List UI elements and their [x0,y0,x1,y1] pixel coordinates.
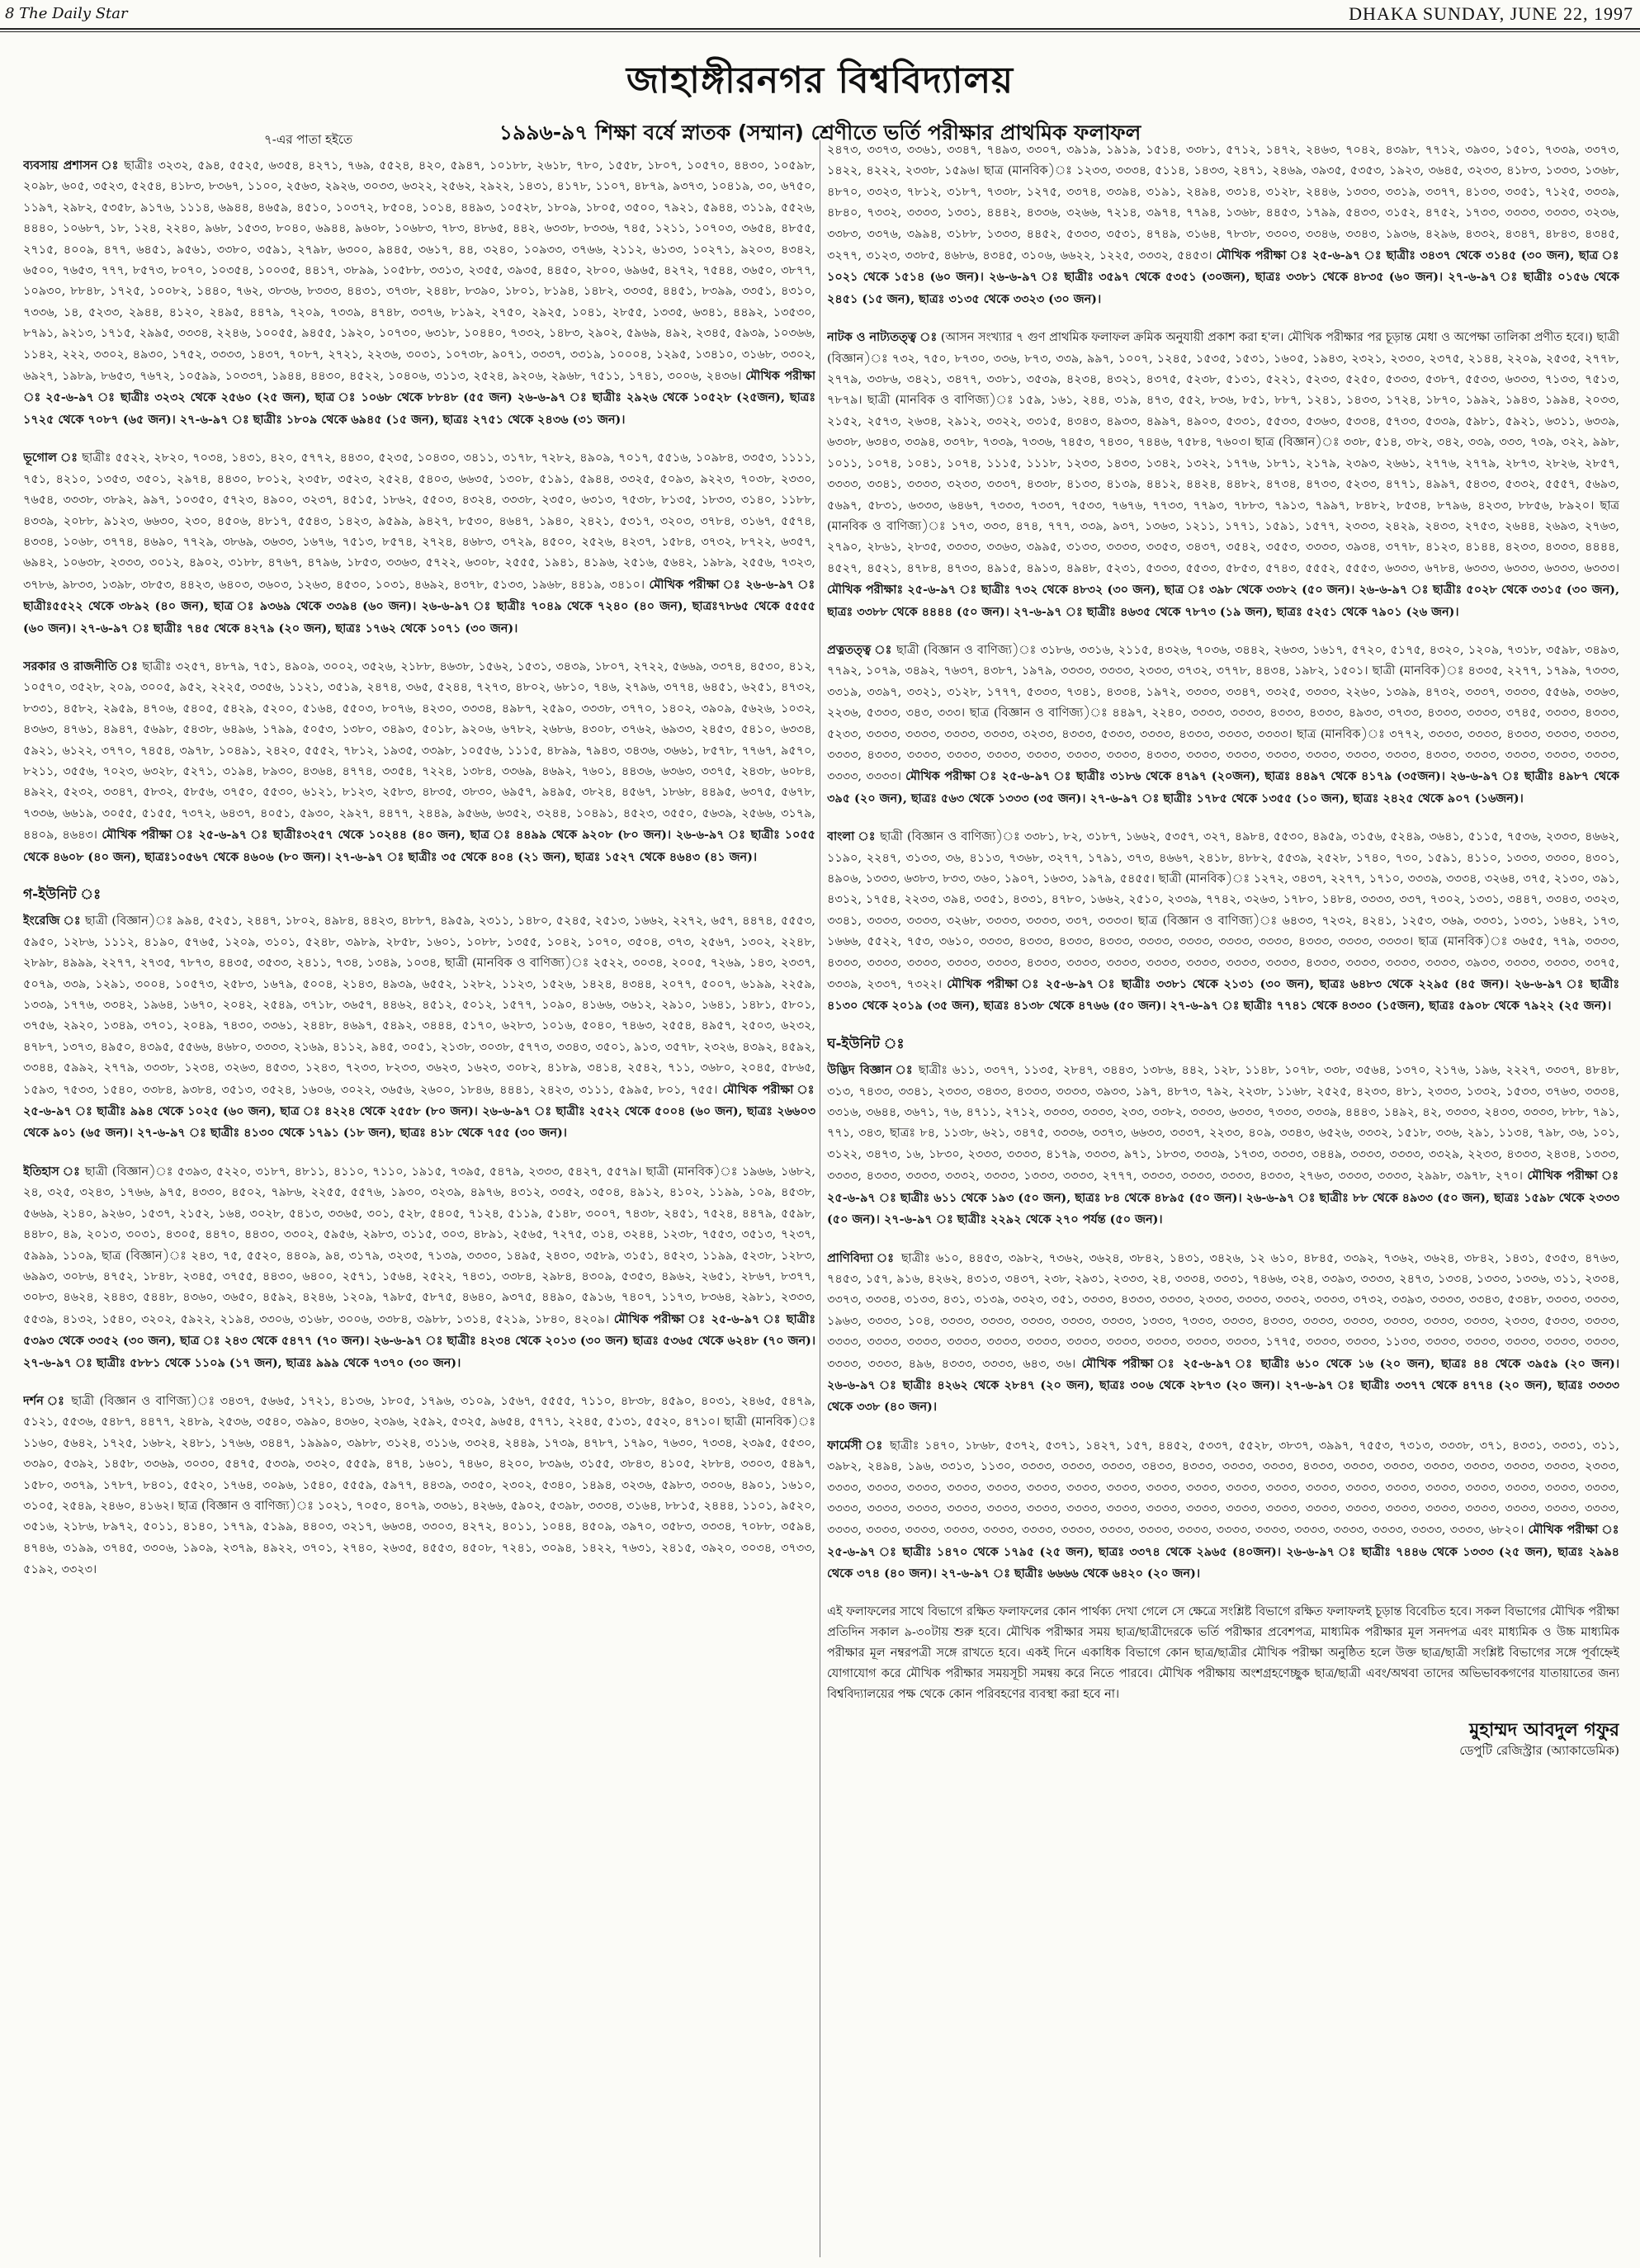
roll-number-list: ছাত্রীঃ ৬১১, ৩৩৭৭, ১১৩৫, ২৮৪৭, ৩৪৪৩, ১৩৮৬, ৪৪২, ১২৮, ১১৪৮, ১০৭৮, ৩৩৮, ৩৫৬৪, ১৩৭০, ২১৭৬, ১৯৬, ২২২৭, ৩৩৩৭, ৪৮৪৮, ৩১৩, ৭৪৩৩, ৩৩৪১, ২৩৩৩, ৩৪৩৩, ৪৩৩৩, ৩৩৩৩, ৩৯৩৩, ১৯৭, ৪৮৭৩, ৭৯২, ২২৩৮, ১১৬৮, ২৫২৫, ৪২৩৩, ৪৮১, ২৩৩৩, ১৩৩২, ১৫৩৩, ৩৭৬৩, ৩৩৩৪, ৩৩১৬, ৩৬৪৪, ৩৬৭১, ৭৬, ৪৭১১, ২৭১২, ৩৩৩৩, ৩৩৩৩, ২৩৩, ৩৩৮২, ৩৩৩৩, ৬৩৩৩, ৭৩৩৩, ৩৩৩৯, ৪৪৪৩, ১৪৯২, ৪২, ৩৩৩৩, ২৪৩৩, ৩৩৩৩, ৮৮৮, ৭৯১, ৭৭১, ৩৪৩, ছাত্রঃ ৮৪, ১১৩৮, ৬২১, ৩৪৭৫, ৩৩৩৬, ৩৩৭৩, ৬৬৩৩, ৩৩৩৭, ২২৩৩, ৪০৯, ৩৩৪৩, ৬৫২৬, ৩৩৩২, ১৫১৮, ৩৩৬, ২৯১, ১১৩৪, ৭৯৮, ৩৬, ১০১, ৩১২২, ৩৪৭৩, ১৬, ১৮৩০, ২৩৩৩, ৩৩৩৩, ৪১৭৯, ৩৩৩৩, ৯৭১, ১৮৩৩, ৩৩৩৯, ১৭৩৩, ৩৩৩৩, ৩৪৪৯, ৩৩৩৩, ৩৩৩৩, ৩৩২৯, ২২৩৩, ৪৩৩৩, ২৪৩৪, ১৩৩৩, ৩৩৩৩, ৪৩৩৩, ৩৩৩৩, ৩৩৩২, ৩৩৩৩, ১৩৩৩, ৩৩৩৩, ২৭৭৭, ৩৩৩৩, ৩৩৩৩, ৩৩৩৩, ৪৩৩৩, ২৭৬৩, ৩৩৩৩, ৩৩৩৩, ২৯৯৮, ৩৯৭৮, ২৭০। [827,1064,1619,1184]
viva-schedule: মৌখিক পরীক্ষা ঃ ২৫-৬-৯৭ ঃ ছাত্রীঃ ১৪৭০ থেকে ১৭৯৫ (২৫ জন), ছাত্রঃ ৩৩৭৪ থেকে ২৯৬৫ (৪০জন)। ২৬-৬-৯৭ ঃ ছাত্রীঃ ৭৪৪৬ থেকে ১৩৩৩ (২৫ জন), ছাত্রঃ ২৯৯৪ থেকে ৩৭৪ (৪০ জন)। ২৭-৬-৯৭ ঃ ছাত্রীঃ ৬৬৬৬ থেকে ৬৪২০ (২০ জন)। [827,1523,1619,1581]
department-section [23,155,815,431]
result-title: ১৯৯৬-৯৭ শিক্ষা বর্ষে স্নাতক (সম্মান) শ্রেণীতে ভর্তি পরীক্ষার প্রাথমিক ফলাফল [499,120,1141,144]
roll-number-list: ছাত্রী (বিজ্ঞান ও বাণিজ্য)ঃ ৩১৮৬, ৩৩১৬, ২১১৫, ৪৩২৬, ৭০৩৬, ৩৪৪২, ২৬৩৩, ১৬১৭, ৫৭২০, ৫১৭৫, ৪৩২০, ১২০৯, ৭৩১৮, ৩৫৯৮, ৩৪৯৩, ৭৭৯২, ১০৭৯, ৩৪৯২, ৭৬৩৭, ৪৩৮৭, ১৯৭৯, ৩৩৩৩, ৩৩৩৩, ২৩৩৩, ৩৭৩২, ৩৭৭৮, ৪৪৩৪, ১৯৮২, ১৫০১। ছাত্রী (মানবিক)ঃ ৪৩৩৫, ২২৭৭, ১৭৯৯, ৭৩৩৩, ৩৩১৯, ৩৩৯৭, ৩৩২১, ৩১২৮, ১৭৭৭, ৫৩৩৩, ৭৩৪১, ৪৩৩৪, ১৯৭২, ৩৩৩৩, ৩৩৪৭, ৩৩২৫, ৩৩৩৩, ২২৬০, ১৩৯৯, ৪৭৩২, ৩৩৩৭, ৩৩৩৩, ৫৫৬৯, ৩৩৬৩, ২২৩৬, ৫৩৩৩, ৩৪৩, ৩৩৩। ছাত্র (বিজ্ঞান ও বাণিজ্য)ঃ ৪৪৯৭, ২২৪০, ৩৩৩৩, ৩৩৩৩, ৪৩৩৩, ৪৩৩৩, ৪৯৩৩, ৩৭৩৩, ৪৩৩৩, ৩৩৩৩, ৩৭৪৫, ৩৩৩৩, ৪৩৩৩, ৫২৩৩, ৩৩৩৩, ৩৩৩৩, ৩৩৩৩, ৩৩৩৩, ৩২৩৩, ৪৩৩৩, ৫৩৩৩, ৩৩৩৩, ৪৩৩৩, ৩৩৩৩, ৩৩৩৩। ছাত্র (মানবিক)ঃ ৩৭৭২, ৩৩৩৩, ৩৩৩৩, ৪৩৩৩, ৩৩৩৩, ৩৩৩৩, ৩৩৩৩, ৪৩৩৩, ৩৩৩৩, ৩৩৩৩, ৩৩৩৩, ৩৩৩৩, ৩৩৩৩, ৩৩৩৩, ৪৩৩৩, ৩৩৩৩, ৩৩৩৩, ৩৩৩৩, ৩৩৩৩, ৩৩৩৩, ৩৩৩৩, ৪৩৩৩, ৩৩৩৩, ৩৩৩৩, ৩৩৩৩, ৩৩৩৩, ৩৩৩৩, ৩৩৩৩। [827,643,1619,784]
department-heading: দর্শন ঃ [23,1393,66,1408]
viva-schedule: মৌখিক পরীক্ষা ঃ ২৫-৬-৯৭ ঃ ছাত্রীঃ ৩৪৩৭ থেকে ৩১৪৫ (৩০ জন), ছাত্র ঃ ১০২১ থেকে ১৫১৪ (৬০ জন)। ২৬-৬-৯৭ ঃ ছাত্রীঃ ৩৫৯৭ থেকে ৫৩৫১ (৩০জন), ছাত্রঃ ৩৩৮১ থেকে ৪৮৩৫ (৬০ জন)। ২৭-৬-৯৭ ঃ ছাত্রীঃ ০১৫৬ থেকে ২৪৫১ (১৫ জন), ছাত্রঃ ৩১৩৫ থেকে ৩৩২৩ (৩০ জন)। [827,248,1619,306]
signatory-designation: ডেপুটি রেজিস্ট্রার (অ্যাকাডেমিক) [1459,1743,1619,1758]
result-section [827,140,1619,310]
roll-number-list: ছাত্রীঃ ৬১০, ৪৪৫৩, ৩৯৮২, ৭৩৬২, ৩৬২৪, ৩৮৪২, ১৪৩১, ৩৪২৬, ১২ ৬১০, ৪৮৪৫, ৩৩৯২, ৭৩৬২, ৩৬২৪, ৩৮৪২, ১৪৩১, ৫৩৫৩, ৪৭৬৩, ৭৪৫৩, ১৫৭, ৯১৬, ৪২৬২, ৪৩১৩, ৩৪৩৭, ২৩৮, ২৯৩১, ২৩৩৩, ২৪, ৩৩৩৪, ৩৩৩১, ৭৪৬৬, ৩২৪, ৩৩৯৩, ৩৩৩৩, ২৪৭৩, ১৩৩৪, ১৩৩৩, ১৩৩৬, ৩১১, ২৩৩৪, ৩৩৭৩, ৩৩৩৪, ৩১৩৩, ৪৩১, ৩১৩৯, ৩৩২৩, ৩৫১, ৩৩৩৩, ৪৩৩৩, ৩৩৩৩, ২৩৩৩, ৩৩৩৩, ৩৩৩২, ৩৩৩৩, ৩৭৩২, ৩৩৯৩, ৩৩৩৩, ৩৩৪৩, ৫৩৪৮, ৩৩৩৩, ৩৩৩৩, ১৯৬৩, ৩৩৩৩, ১০৪, ৩৩৩৩, ৩৩৩৩, ৩৩৩৩, ৩৩৩৩, ৩৩৩৩, ১৩৩৩, ৭৩৩৩, ৩৩৩৩, ৪৩৩৩, ৩৩৩৩, ৩৩৩৩, ৩৩৩৩, ৩৩৩৩, ৩৩৩৩, ২৩৩৩, ৫৩৩৩, ৩৩৩৩, ৩৩৩৩, ৩৩৩৩, ৩৩৩৩, ৩৩৩৩, ৩৩৩৩, ৩৩৩৩, ৩৩৩৩, ৩৩৩৩, ৩৩৩৩, ৩৩৩৩, ৩৩৩৩, ১৭৭৫, ৩৩৩৩, ৩৩৩৩, ১১৩৩, ৩৩৩৩, ৩৩৩৩, ৩৩৩৩, ৩৩৩৩, ৩৩৩৩, ৩৩৩৩, ৩৩৩৩, ৪৯৬, ৪৩৩৩, ৩৩৩৩, ৬৪৩, ৩৬। [827,1251,1619,1371]
department-section [23,447,815,640]
department-heading: ব্যবসায় প্রশাসন ঃ [23,158,120,172]
left-column [23,155,815,2268]
top-rule [0,28,1640,30]
viva-schedule: মৌখিক পরীক্ষা ঃ ২৫-৬-৯৭ ঃ ছাত্রীঃ৩২৫৭ থেকে ১০২৪৪ (৪০ জন), ছাত্র ঃ ৪৪৯৯ থেকে ৯২০৮ (৮০ জন)। ২৬-৬-৯৭ ঃ ছাত্রীঃ ১০৫৫ থেকে ৪৬০৮ (৪০ জন), ছাত্রঃ১০৫৬৭ থেকে ৪৬০৬ (৮০ জন)। ২৭-৬-৯৭ ঃ ছাত্রীঃ ৩৫ থেকে ৪০৪ (২১ জন), ছাত্রঃ ১৫২৭ থেকে ৪৬৪৩ (৪১ জন)। [23,828,815,864]
viva-schedule: মৌখিক পরীক্ষা ঃ ২৫-৬-৯৭ ঃ ছাত্রীঃ ৬১১ থেকে ১৯৩ (৫০ জন), ছাত্রঃ ৮৪ থেকে ৪৮৯৫ (৫০ জন)। ২৬-৬-৯৭ ঃ ছাত্রীঃ ৮৮ থেকে ৪৯৩৩ (৫০ জন), ছাত্রঃ ১৫৯৮ থেকে ২৩৩৩ (৫০ জন)। ২৭-৬-৯৭ ঃ ছাত্রীঃ ২২৯২ থেকে ২৭০ পর্যন্ত (৫০ জন)। [827,1169,1619,1227]
department-heading: ইতিহাস ঃ [23,1164,81,1179]
department-heading: ফার্মেসী ঃ [827,1438,885,1453]
viva-schedule: মৌখিক পরীক্ষা ঃ ২৫-৬-৯৭ ঃ ছাত্রীঃ ৩১৮৬ থেকে ৪৭৯৭ (২০জন), ছাত্রঃ ৪৪৯৭ থেকে ৪১৭৯ (৩৫জন)। ২৬-৬-৯৭ ঃ ছাত্রীঃ ৪৯৮৭ থেকে ৩৯৫ (২০ জন), ছাত্রঃ ৫৬৩ থেকে ১৩৩৩ (৩৫ জন)। ২৭-৬-৯৭ ঃ ছাত্রীঃ ১৭৮৫ থেকে ১৩৫৫ (১০ জন), ছাত্রঃ ২৪২৫ থেকে ৯০৭ (১৬জন)। [827,769,1619,806]
department-section [23,1161,815,1374]
department-heading: প্রত্নতত্ত্ব ঃ [827,642,892,657]
right-column [827,140,1619,2253]
notice-text: এই ফলাফলের সাথে বিভাগে রক্ষিত ফলাফলের কোন পার্থক্য দেখা গেলে সে ক্ষেত্রে সংশ্লিষ্ট বিভাগে রক্ষিত ফলাফলই চূড়ান্ত বিবেচিত হবে। সকল বিভাগের মৌখিক পরীক্ষা প্রতিদিন সকাল ৯-৩০টায় শুরু হবে। মৌখিক পরীক্ষার সময় ছাত্র/ছাত্রীদেরকে ভর্তি পরীক্ষার প্রবেশপত্র, মাধ্যমিক পরীক্ষার মূল সনদপত্র এবং মাধ্যমিক ও উচ্চ মাধ্যমিক পরীক্ষার মূল নম্বরপত্রী সঙ্গে রাখতে হবে। একই দিনে একাধিক বিভাগে কোন ছাত্র/ছাত্রীর মৌখিক পরীক্ষা অনুষ্ঠিত হলে উক্ত ছাত্র/ছাত্রী সংশ্লিষ্ট বিভাগের সঙ্গে পূর্বাহ্নেই যোগাযোগ করে মৌখিক পরীক্ষার সময়সূচী সমন্বয় করে নিতে পারবে। মৌখিক পরীক্ষায় অংশগ্রহণেচ্ছুক ছাত্র/ছাত্রী এবং/অথবা তাদের অভিভাবকগণের যাতায়াতের জন্য বিশ্ববিদ্যালয়ের পক্ষ থেকে কোন পরিবহণের ব্যবস্থা করা হবে না। [827,1604,1619,1701]
department-section [23,1391,815,1581]
roll-number-list: ছাত্রীঃ ১৪৭০, ১৮৬৮, ৫৩৭২, ৫৩৭১, ১৪২৭, ১৫৭, ৪৪৫২, ৫৩৩৭, ৫৫২৮, ৩৮৩৭, ৩৯৯৭, ৭৫৫৩, ৭৩১৩, ৩৩৩৮, ৩৭১, ৪৩৩১, ৩৩৩১, ৩১১, ৩৯৮২, ২৪৯৪, ১৯৬, ৩৩১৩, ১১৩০, ৩৩৩৩, ৩৩৩৩, ৩৩৩৩, ৩৪৩৩, ৪৩৩৩, ৩৩৩৩, ৩৩৩৩, ৪৩৩৩, ৩৩৩৩, ৩৩৩৩, ৩৩৩৩, ৩৩৩৩, ৩৩৩৩, ৩৩৩৩, ২৩৩৩, ৩৩৩৩, ৩৩৩৩, ৩৩৩৩, ৩৩৩৩, ৩৩৩৩, ৩৩৩৩, ৩৩৩৩, ৩৩৩৩, ৩৩৩৩, ৩৩৩৩, ৩৩৩৩, ৩৩৩৩, ৩৩৩৩, ৩৩৩৩, ৩৩৩৩, ৩৩৩৩, ৩৩৩৩, ৩৩৩৩, ৩৩৩৩, ৩৩৩৩, ৩৩৩৩, ৩৩৩৩, ৩৩৩৩, ৩৩৩৩, ৩৩৩৩, ৩৩৩৩, ৩৩৩৩, ৩৩৩৩, ৩৩৩৩, ৩৩৩৩, ৩৩৩৩, ৩৩৩৩, ৩৩৩৩, ৩৩৩৩, ৩৩৩৩, ৩৩৩৩, ৩৩৩৩, ৩৩৩৩, ৩৩৩৩, ৩৩৩৩, ৩৩৩৩, ৩৩৩৩, ৩৩৩৩, ৩৩৩৩, ৩৩৩৩, ৩৩৩৩, ৩৩৩৩, ৩৩৩৩, ৩৩৩৩, ৩৩৩৩, ৩৩৩৩, ৩৩৩৩, ৩৩৩৩, ৩৩৩৩, ৩৩৩৩, ৩৩৩৩, ৩৩৩৩, ৬৮২০। [827,1439,1619,1538]
dateline: DHAKA SUNDAY, JUNE 22, 1997 [1349,3,1633,24]
roll-number-list: ছাত্রী (বিজ্ঞান ও বাণিজ্য)ঃ ৩৩৮১, ৮২, ৩১৮৭, ১৬৬২, ৫৩৫৭, ৩২৭, ৪৯৮৪, ৫৫৩০, ৪৯৫৯, ৩১৫৬, ৫২৪৯, ৩৬৪১, ৫১১৫, ৭৫৩৬, ২৩৩৩, ৪৬৬২, ১১৯০, ২২৪৭, ৩১৩৩, ৩৬, ৪১১৩, ৭৩৬৮, ৩২৭৭, ১৭৯১, ৩৭৩, ৪৬৬৭, ২৪১৮, ৪৮৮২, ৫৫৩৯, ২৫২৮, ১৭৪০, ৭৩০, ১৫৯১, ৪১১০, ১৩৩৩, ৩৩৩০, ৪৩০১, ৪৯০৬, ১৩৩৩, ৬৩৮৩, ৮৩৩, ৩৬০, ১৯০৭, ১৬৩৩, ১৯৭৯, ৫৪৫৫। ছাত্রী (মানবিক)ঃ ১২৭২, ৩৪৩৭, ২২৭৭, ১৭১০, ৩৩৩৯, ৩৩৩৪, ৩২৬৪, ৩৭৫, ২১৩০, ৩৯১, ৪৩১২, ১৭৫৪, ২২৩৩, ৩৯৪, ৩৩৫১, ৪৩৩১, ৪৭৮০, ১৬৬২, ২৫১০, ২৩৩৯, ৭৭৪২, ৩২৬৩, ১৭৮০, ১৪৮৪, ৩৩৩৩, ৩৩৭, ৭৩০২, ১৩৩১, ৩৪৪৭, ৩৩৪৩, ৩৩২৩, ৩৩৪১, ৩৩৩৩, ৩৩৩৩, ৩২৬৮, ৩৩৩৩, ৩৩৩৩, ৩৩৭, ৩৩৩৩। ছাত্র (বিজ্ঞান ও বাণিজ্য)ঃ ৬৪৩৩, ৭২৩২, ৪২৪১, ১২৫৩, ৩৬৯, ৩৩৩১, ১৩৩১, ১৬৪২, ১৭৩, ১৬৬৬, ৫৫২২, ৭৫৩, ৩৬১০, ৩৩৩৩, ৪৩৩৩, ৪৩৩৩, ৪৩৩৩, ৩৩৩৩, ৩৩৩৩, ৩৩৩৩, ৩৩৩৩, ৪৩৩৩, ৩৩৩৩, ৩৩৩৩। ছাত্র (মানবিক)ঃ ৩৬৫৫, ৭৭৯, ৩৩৩৩, ৪৩৩৩, ৩৩৩৩, ৩৩৩৩, ৩৩৩৩, ৩৩৩৩, ৪৩৩৩, ৩৩৩৩, ৩৩৩৩, ৩৩৩৩, ৩৩৩৩, ৩৩৩৩, ৩৩৩৩, ৪৩৩৩, ৩৩৩৩, ৩৩৩৩, ৩৩৩৩, ৩৯৩৩, ৩৩৩৩, ৩৩৩৩, ৩৩৭৫, ৩৩৩৯, ২৩৩৭, ৭৩২২। [827,830,1619,992]
advertisement-header [0,53,1640,152]
section-body: ২৪৭৩, ৩৩৭৩, ৩৩৬১, ৩৩৪৭, ৭৪৯৩, ৩৩০৭, ৩৯১৯, ১৯১৯, ১৫১৪, ৩৩৮১, ৫৭১২, ১৪৭২, ২৪৬৩, ৭০৪২, ৪৩৯৮, ৭৭১২, ৩৯৩০, ১৫০১, ৭৩৩৯, ৩৩৭৩, ১৪২২, ৪২২২, ২৩৩৮, ১৫৯৬। ছাত্র (মানবিক)ঃ ১২৩৩, ৩৩৩৪, ৫১১৪, ১৪৩৩, ২৪৭১, ২৪৬৯, ৩৯৩৫, ৫৩৫৩, ১৯২৩, ৩৬৪৫, ৩২৩৩, ৪১৮৩, ১৩৩৩, ১৩৬৮, ৪৮৭০, ৩৩২৩, ৭৮১২, ৩১৮৭, ৭৩৩৮, ১২৭৫, ৩৩৭৪, ৩৩৯৪, ৩১৯১, ২৪৯৪, ৩৩১৪, ৩১২৮, ২৪৪৬, ১৩৩৩, ৩৩১৯, ৩৩৭৭, ৪১৩৩, ৩৩৫১, ৭১২৫, ৩৩৩৯, ৪৮৪০, ৭৩৩২, ৩৩৩৩, ১৩৩১, ৪৪৪২, ৪৩৩৬, ৩২৬৬, ৭২১৪, ৩৯৭৪, ৭৭৯৪, ১৩৬৮, ৪৪৫৩, ১৭৯৯, ৫৪৩৩, ৩১৫২, ৪৭৫২, ১৭৩৩, ৩৩৩৩, ৩৩৩৩, ৩২৩৬, ৩৩৮৩, ৩৩৭৬, ৩৯৯৪, ৩১৮৮, ১৩৩৩, ৪৪৫২, ৫৩৩৩, ৩৫৩১, ৪৭৪৯, ৩১৬৪, ৭৮৩৮, ৩৩০৩, ৩৩৪৬, ৩৩৪৩, ১৯৩৬, ৪২৯৬, ৪৩৩২, ৪৩৪৭, ৪৮৪৩, ৪৩৪৫, ৩২৭৭, ৩১২৩, ৩৩৮৫, ৪৬৮৬, ৪৩৪৫, ৩১০৬, ৬৬২২, ১২২৫, ৩৩৩২, ৫৪৫৩। [827,144,1619,263]
department-heading: ভূগোল ঃ [23,451,78,465]
roll-number-list: ছাত্রী (বিজ্ঞান ও বাণিজ্য)ঃ ৩৪৩৭, ৫৬৬৫, ১৭২১, ৪১৩৬, ১৮০৫, ১৭৯৬, ৩১০৯, ১৫৬৭, ৫৫৫৫, ৭১১০, ৪৮৩৮, ৪৫৯০, ৪০৩১, ২৪৬৫, ৫৪৭৯, ৫১২১, ৫৫৩৬, ৫৪৮৭, ৪৪৭৭, ২৪৮৯, ২৫৩৬, ৩৫৪০, ৩৯৯০, ৪৩৬০, ২৩৯৬, ২৫৯২, ৫৩২৫, ৯৬৫৪, ৫৭৭১, ২২৪৫, ৫১৩১, ৫৫২০, ৪৭১০। ছাত্রী (মানবিক)ঃ ১১৬০, ৫৬৪২, ১৭২৫, ১৬৮২, ২৪৮১, ১৭৬৬, ৩৪৪৭, ১৯৯৯০, ৩৯৮৮, ৩১২৪, ৩১১৬, ৩৩২৪, ২৪৪৯, ১৭৩৯, ৪৭৮৭, ১৭৯০, ৭৬৩০, ৭৩৩৪, ২৩৯৫, ৫৫৩০, ৩৩৯০, ৫৩৯২, ১৪৫৮, ৩৩৬৯, ৩০৩০, ৫৪৭৫, ৫৩৩৯, ৩৩২০, ৫৫৫৯, ৪৭৪, ১৬০১, ৭৪৬০, ৪২০০, ৮৩৯৬, ৩১৫৫, ৩৮৪৩, ৪১০৫, ২৮৮৪, ৩৩০৩, ৫৪৯৭, ১৫৮০, ৩৩৭৯, ১৭৮৭, ৮৪০১, ৫৫২০, ১৭৬৪, ৩০৯৬, ১৫৪০, ৫৫৫৯, ৫৯৭৭, ৪৪৩৯, ৩৩৫০, ২৩০২, ৫৩৪০, ১৪৯৪, ৩২৩৬, ৫৯৮৩, ৩৩০৬, ৪৯০১, ১৬১০, ৩১০৫, ২৫৪৯, ২৪৬০, ৪১৬২। ছাত্র (বিজ্ঞান ও বাণিজ্য)ঃ ১০২১, ৭০৫০, ৪০৭৯, ৩৩৬১, ৪২৬৬, ৫৯০২, ৫৩৯৮, ৩৩৩৪, ৩১৬৪, ৮৮১৫, ২৪৪৪, ১১০১, ৯৫২০, ৩৫১৬, ২১৮৬, ৮৯৭২, ৫০১১, ৪১৪০, ১৭৭৯, ৫১৯৯, ৪৪০৩, ৩২১৭, ৬৬৩৪, ৩৩০৩, ৪২৭২, ৪০১১, ১০৪৪, ৪৫০৯, ৩৯৭০, ৩৫৮৩, ৩৩৩৪, ৭০৮৮, ৩৫৯৪, ৪৭৪৬, ৩১৯৯, ৩৭৪৫, ৩৩০৬, ১৯০৯, ২৩৭৯, ৪৯২২, ৩৭০১, ২৭৪০, ২৬৩৫, ৪৫৫৩, ৪৫০৮, ৭২৪১, ৩০৯৪, ১৪২২, ৭৬৩১, ২৪১৫, ৩৯২০, ৩০৩৪, ৩৭৩৩, ৫১৯২, ৩৩২৩। [23,1394,815,1577]
roll-number-list: ছাত্রী (বিজ্ঞান)ঃ ৫৩৯৩, ৫২২০, ৩১৮৭, ৪৮১১, ৪১১০, ৭১১০, ১৯১৫, ৭৩৯৫, ৫৪৭৯, ২৩৩৩, ৫৪২৭, ৫৫৭৯। ছাত্রী (মানবিক)ঃ ১৯৬৬, ১৬৮২, ২৪, ৩২৫, ৩২৪৩, ১৭৬৬, ৯৭৫, ৪৩৩০, ৪৫০২, ৭৯৮৬, ২২৫৫, ৫৫৭৬, ১৯৩০, ৩২৩৯, ৪৯৭৬, ৪৩১২, ৩৩৫২, ৩৫০৪, ৪৯১২, ৪১০২, ১১৯৯, ১০৯, ৪৫৩৮, ৫৬৬৯, ২১৪০, ৯২৬০, ১৫৩৭, ২১৫২, ১৬৪, ৩০২৮, ৫৪১৩, ৩৩৬৫, ৩০১, ৫২৮, ৫৪০৫, ৭১২৪, ৫১১৯, ৫১৪৮, ৩০০৭, ৭৪৩৮, ২৪৫১, ৭৫২৪, ৪৪৭৯, ৫৫৯৮, ৪৪৮০, ৪৯, ২০১৩, ৩০৩১, ৪৩০৫, ৪৪৭০, ৪৪৩০, ৩৩০২, ৫৯৫৬, ২৯৮৩, ৩১১৫, ৩০৩, ৪৮৯১, ২৫৬৫, ৭২৭৫, ৩১৪, ৩২৪৪, ১২৩৮, ৭৫৫৩, ৩৫১৩, ৭২৩৭, ৫৯৯৯, ১১০৯, ছাত্র (বিজ্ঞান)ঃ ২৪৩, ৭৫, ৫৫২০, ৪৪০৯, ৯৪, ৩১৭৯, ৩২৩৫, ৭১৩৯, ৩৩৩০, ১৪৯৫, ২৪৩০, ৩৫৮৯, ৩১৫১, ৪৫২৩, ১১৯৯, ৫২৩৮, ১২৮৩, ৬৯৯৩, ৩০৮৬, ৪৭৫২, ১৮৪৮, ২৩৪৫, ৩৭৫৫, ৪৪৩০, ৬৪০০, ২৫৭১, ১৫৬৪, ২৫২২, ৭৪৩১, ৩৩৮৪, ২৯৮৪, ৪৩০৯, ৫৩৫৩, ৪৯৬২, ২৬৫১, ২৮৬৭, ৮৩৭৭, ৩০৮৩, ৪৬২৪, ২৪৪৩, ৫৪৪৮, ৪৩৬০, ৩৬৫০, ৪৫৯২, ৪২৪৬, ১২০৯, ৭৯৮৫, ৫৮৭৫, ৪৬৪০, ৯৩৭৫, ৪৪৯০, ৫৯১৬, ৭৪০৭, ১১৭৩, ৮৩৬৪, ২৯৮১, ২৩৩৩, ৫৫৩৯, ৪১৩২, ১৫৪০, ৩২০২, ৫৯২২, ২১৯৪, ৩৩০৬, ৩১৬৮, ৩০০৬, ৩৩৮৪, ৩৯৮৮, ১৩১৪, ৫২১৯, ১৮৪০, ৪২০৯। [23,1165,815,1326]
department-heading: সরকার ও রাজনীতি ঃ [23,659,139,673]
department-heading: উদ্ভিদ বিজ্ঞান ঃ [827,1063,914,1078]
department-section [23,656,815,868]
university-name: জাহাঙ্গীরনগর বিশ্ববিদ্যালয় [626,59,1014,102]
continued-note: ৭-এর পাতা হইতে [264,132,353,147]
viva-schedule: মৌখিক পরীক্ষা ঃ ২৫-৬-৯৭ ঃ ছাত্রীঃ ৫৩৯৩ থেকে ৩৩৫২ (৩০ জন), ছাত্র ঃ ২৪৩ থেকে ৫৪৭৭ (৭০ জন)। ২৬-৬-৯৭ ঃ ছাত্রীঃ ৪২৩৪ থেকে ২০১৩ (৩০ জন) ছাত্রঃ ৫৩৬৫ থেকে ৬২৪৮ (৭০ জন)। ২৭-৬-৯৭ ঃ ছাত্রীঃ ৫৮৮১ থেকে ১১০৯ (১৭ জন), ছাত্রঃ ৯৯৯ থেকে ৭৩৭০ (৩০ জন)। [23,1311,815,1370]
right-sections [827,327,1619,1585]
roll-number-list: ছাত্রীঃ ৫৫২২, ২৮২০, ৭০৩৪, ১৪৩১, ৪২০, ৫৭৭২, ৪৪৩০, ৫২৩৫, ১০৪৩০, ৩৪১১, ৩১৭৮, ৭২৮২, ৪৯০৯, ৭০১৭, ৫৫১৬, ১০৯৮৪, ৩৩৫৩, ১১১১, ৭৫১, ৪২১০, ১৩৫৩, ৩৫০১, ২৯৭৪, ৪৪৩০, ৮০১২, ২৩৫৮, ৩৫২৩, ২৫২৪, ৫৪০৩, ৬৬৩৫, ১৩০৮, ৫১৯১, ৫৯৪৪, ৩৩২৫, ৫০৯৩, ৯২২৩, ৭০৩৮, ২৩৩০, ৭৬৫৪, ৩৩৩৮, ৩৮৯২, ৯৯৭, ১০৩৫০, ৫৭২৩, ৪৯০০, ৩২৩৭, ৪৫১৫, ১৮৬২, ৫৫০৩, ৪৩২৪, ৩৩৩৮, ২৩৫০, ৬৩১৩, ৭৫৩৮, ৮১৩৫, ১৮৩৩, ৩১৪০, ১১৮৮, ৪৩৩৯, ২০৮৮, ৯১২৩, ৬৬৩০, ২৩০, ৪৫০৬, ৪৮১৭, ৫৫৪৩, ১৪২৩, ৯৫৯৯, ৯৪২৭, ৮৫৩০, ৪৬৪৭, ১৯৪০, ২৪২১, ৫৩১৭, ৩২০৩, ৩৭৮৪, ৩১৬৭, ৫৫৭৪, ৪৩৩৪, ১০৬৮, ৩৭৭৪, ৪৬৯০, ৭৭২৯, ৩৮৬৯, ৩৬৩৩, ১৬৭৬, ৭৫১৩, ৮৫৭৪, ২৭২৪, ৪৬৮৩, ৩৭২৯, ৪৫০০, ২৫২৬, ৪২৩৭, ১৫৮৪, ৩৭৩২, ৮৭২২, ৬৩৫৭, ৬৯৪২, ১০৬৩৮, ২৩৩৩, ৩০১২, ৪৯০২, ৩১৮৮, ৪৭৬৭, ৪৭৯৬, ১৮৫৩, ৩৩৬৩, ৫৭২২, ৬৩০৮, ২৫৫৫, ১৯৪১, ৪১৯৬, ২৫১৬, ৫৬৪২, ১৯৮৯, ২৫৫৬, ৭৩২৩, ৩৭৮৬, ৯৮৩৩, ১৩৯৮, ৩৮৫৩, ৪৪২৩, ৬৪০৩, ৩৬০৩, ১২৬৩, ৪৫৩০, ১০৩১, ৪৬৯২, ৪৩৭৮, ৫১৩৩, ১৯৬৮, ৪৪১৯, ৩৪১০। [23,451,815,592]
unit-heading: ঘ-ইউনিট ঃ [827,1035,905,1052]
department-heading: নাটক ও নাট্যতত্ত্ব ঃ [827,330,938,345]
roll-number-list: ছাত্রী (বিজ্ঞান)ঃ ৯৯৪, ৫২৫১, ২৪৪৭, ১৮০২, ৪৯৮৪, ৪৪২৩, ৪৮৮৭, ৪৯৫৯, ২৩১১, ১৪৮০, ৫২৪৫, ২৫১৩, ১৬৬২, ২২৭২, ৬৫৭, ৪৪৭৪, ৫৫৫৩, ৫৯৫০, ১২৮৬, ১১১২, ৪১৯০, ৫৭৬৫, ১২০৯, ৩১০১, ৫২৪৮, ৩৯৮৯, ২৮৫৮, ১৬০১, ১০৮৮, ১৩৫৫, ১০৪২, ১০৭০, ৩৫০৪, ৩৭৩, ২৫৬৭, ১৩০২, ২২৪৮, ২৮৯৮, ৪৯৯৯, ২২৭৭, ২৭৩৫, ৭৮৭৩, ৪৪৩৫, ৩৫৩৩, ২৪১১, ৭৩৪, ১৩৪৯, ১০৩৪, ছাত্রী (মানবিক ও বাণিজ্য)ঃ ২৫২২, ৩০৩৪, ২০০৫, ৭২৬৯, ১৪৩, ২৩৩৭, ৫০৭৯, ৩৩৯, ১২৯১, ৩০০৪, ১০৫৭৩, ২৫৮৩, ১৬৭৯, ৫০০৪, ২১৪৩, ৪৯৩৯, ৬৫৫২, ১২৮২, ১১২৩, ১৫২৬, ১৪২৪, ৪৩৪৪, ২০৭৭, ৫০০৭, ৬১৯৯, ২২৫৯, ১৩৩৯, ১৭৭৬, ৩৩৪২, ১৯৬৪, ১৬৭০, ২০৪২, ২৫৪৯, ৩৭১৮, ৩৬৫৭, ৪৪৬২, ৪৫১২, ৫০১২, ১৫৭৭, ১০৯০, ৪১৬৬, ৩৬১২, ২৯১০, ১৬৪১, ১৪৮১, ৫৮০১, ৩৭৫৬, ২৯২০, ১৩৪৯, ৩৭০১, ২০৪৯, ৭৪৩০, ৩৩৬১, ২৪৪৮, ৪৬৯৭, ৫৪৯২, ৩৪৪৪, ৫১৭০, ৬২৮৩, ১০১৬, ৫০৪০, ৭৪৬৩, ২৫৫৪, ৪৯৫৭, ২৫০৩, ৬২৩২, ৪৭৮৭, ১৩৭৩, ৪৯৫০, ৪৩৯৫, ৫৫৬৬, ৪৬৮০, ৩৩৩৩, ২১৬৯, ৪১১২, ৯৪৫, ৩০৫১, ২১৩৮, ৩০৩৮, ৫৭৭৩, ৩৩৪৩, ৩৫০১, ৯১৩, ৩৫৭৮, ২৩২৬, ৪৩৯২, ৪৫৯২, ৩৩৪৪, ৫৯৯২, ২৭৭৯, ৩৩৩৮, ১২৩৪, ৩২৬৩, ৪৫৩৩, ১২৪৩, ৭২৩৩, ৮২৩৩, ৩৬২৩, ১৬২৩, ৩০৮২, ৪১৮৯, ৩৪১৪, ২৫৪২, ৭১১, ৩৬৮০, ২০৪৫, ৫৮৬৫, ১৫৯৩, ৭৫৩৩, ১৫৪০, ৩৩৮৪, ৯৩৮৪, ৩৫১৩, ৩৫২৪, ১৬০৬, ৩০২২, ৩৬৫৬, ২৬০০, ১৮৪৬, ৪৪৪১, ২৪২৩, ৩১১১, ৫৯৯৫, ৮০১, ৭৫৫। [23,914,815,1097]
viva-schedule: মৌখিক পরীক্ষা ঃ ২৫-৬-৯৭ ঃ ছাত্রীঃ ৩৩৮১ থেকে ২১৩১ (৩০ জন), ছাত্রঃ ৬৪৮৩ থেকে ২২৯৫ (৪৫ জন)। ২৬-৬-৯৭ ঃ ছাত্রীঃ ৪১৩০ থেকে ২০১৯ (৩৫ জন), ছাত্রঃ ৪১৩৮ থেকে ৪৭৬৬ (৫০ জন)। ২৭-৬-৯৭ ঃ ছাত্রীঃ ৭৭৪১ থেকে ৪৩৩০ (১৫জন), ছাত্রঃ ৫৯০৮ থেকে ৭৯২২ (২৫ জন)। [827,977,1619,1014]
viva-schedule: মৌখিক পরীক্ষা ঃ ২৫-৬-৯৭ ঃ ছাত্রীঃ ৬১০ থেকে ১৬ (২০ জন), ছাত্রঃ ৪৪ থেকে ৩৯৫৯ (২০ জন)। ২৬-৬-৯৭ ঃ ছাত্রীঃ ৪২৬২ থেকে ২৮৪৭ (২০ জন), ছাত্রঃ ৩০৬ থেকে ২৮৭৩ (২০ জন)। ২৭-৬-৯৭ ঃ ছাত্রীঃ ৩৩৭৭ থেকে ৪৭৭৪ (২০ জন), ছাত্রঃ ৩৩৩৩ থেকে ৩৩৮ (৪০ জন)। [827,1356,1619,1415]
department-section [827,1248,1619,1419]
department-heading: প্রাণিবিদ্যা ঃ [827,1250,896,1265]
department-section [827,1060,1619,1231]
masthead [0,0,1640,28]
roll-number-list: ছাত্রীঃ ৩২৫৭, ৪৮৭৯, ৭৫১, ৪৯০৯, ৩০০২, ৩৫২৬, ২১৮৮, ৪৬৩৮, ১৫৬২, ১৫৩১, ৩৪৩৯, ১৮০৭, ২৭২২, ৫৬৬৯, ৩৩৭৪, ৪৫৩০, ৪১২, ১০৫৭০, ৩৫২৮, ২০৯, ৩০০৫, ৯৫২, ২২২৫, ৩৩৫৬, ১১২১, ৩৫১৯, ২৪৭৪, ৩৬৫, ৫২৪৪, ৭২৭৩, ৪৮০২, ৬৮১০, ৭৪৬, ২৭৯৬, ৩৭৭৪, ৬৪৫১, ৬২৫১, ৪৭৩২, ৮৩৩১, ৪৫৮২, ২৯৫৯, ৪৭০৬, ৫৪০৫, ৫৪২৯, ৫২০০, ৫১৬৪, ৫৫০৩, ৮০৭৬, ৪২৩০, ৩৩৩৪, ৪৯৮৭, ২৫৯০, ৩৩৩৮, ৩৭৭০, ১৪০২, ৩৯০৯, ৫৬২৬, ১০৩২, ৪৩৬৩, ৪৭৬১, ৪৯৪৭, ৫৬৯৮, ৫৪৩৮, ৬৪৯৬, ১৭৯৯, ৫০৫৩, ১৩৮০, ৩৪৯৩, ৫০১৮, ৯২০৬, ৬৭৮২, ২৬৮৬, ৪৩০৮, ৩৭৬২, ৬৯৩৩, ২৪৫৩, ৫৪১০, ৬৩৩৪, ৫৯২১, ৬১২২, ৩৭৭০, ৭৪৫৪, ৩৯৭৮, ১০৪৯১, ২৪২০, ৫৫৫২, ৭৮১২, ১৯৩৫, ৩৩৯৮, ১০৫৫৬, ১১১৫, ৪৮৯৯, ৭৯৪৩, ৩৪৩৬, ৩৬৬১, ৮৫৭৮, ৭৭৬৭, ৯৫৭০, ৮২১১, ৩৫৫৬, ৭০২৩, ৬৩২৮, ৫২৭১, ৩১৯৪, ৮৯৩০, ৪৩৬৪, ৪৭৭৪, ৩৩৫৪, ৭২২৪, ১৩৮৪, ৩৩৬৯, ৪৬৯২, ৭৬০১, ৪৪৩৬, ৬৩৬৩, ৩৩৭৫, ২৪৩৮, ৬০৮৪, ৪৯২২, ৫২৩২, ৩৩৪৭, ৫৮৩২, ৫৮৫৬, ৩৭৫০, ৫৫৩০, ৬১২১, ৮১২৩, ২৫৮৩, ৪৮৩৫, ৩৮৩০, ৬৯৫৭, ৯৪৯৫, ৩৮২৪, ৪৫৬৭, ১৮৬৮, ৪৪৯৫, ৬৩৭৫, ৫৬৭৮, ৭৩৩৬, ৬৬১৯, ৩০৫৫, ৫১৫৫, ৭৩৭২, ৬৪৩৭, ৪০৫১, ৫৯৩০, ২৯২৭, ৪৪৭৭, ২৪৪৯, ৯৫৬৬, ৬৩৫২, ৩২৪৪, ১০৪৯১, ৪৫২৩, ৩৫৫০, ৫৬৩৯, ২৫৬৬, ৩১৭৯, ৪৪০৯, ৪৬৪৩। [23,659,815,843]
signature-block [827,1720,1619,1762]
roll-number-list: (আসন সংখ্যার ৭ গুণ প্রাথমিক ফলাফল ক্রমিক অনুযায়ী প্রকাশ করা হ'ল। মৌখিক পরীক্ষার পর চূড়ান্ত মেধা ও অপেক্ষা তালিকা প্রণীত হবে।) ছাত্রী (বিজ্ঞান)ঃ ৭৩২, ৭৫০, ৮৭৩০, ৩৩৬, ৮৭৩, ৩৩৯, ৯৯৭, ১০০৭, ১২৪৫, ১৫৩৫, ১৫৩১, ১৬০৫, ১৯৪৩, ২৩২১, ২৩৩০, ২৩৭৫, ২১৪৪, ২২০৯, ২৫৩৫, ২৭৭৮, ২৭৭৯, ৩৩৮৬, ৩৪২১, ৩৪৭৭, ৩৩৮১, ৩৫৩৯, ৪২৩৪, ৪৩২১, ৪৩৭৫, ৫২৩৮, ৫১৩১, ৫২২১, ৫২৩৩, ৫২৫০, ৫৩৩৩, ৫৩৮৭, ৫৫৩৩, ৬৩৩৩, ৭১৩৩, ৭৫১৩, ৭৮৭৯। ছাত্রী (মানবিক ও বাণিজ্য)ঃ ১৫৯, ১৬১, ২৪৪, ৩১৯, ৪৭৩, ৫৫২, ৮৩৬, ৮৫১, ৮৮৭, ১২৪১, ১৪৩৩, ১৭২৪, ১৮৭০, ১৯৯২, ১৯৪৩, ১৯৯৪, ২০৩৩, ২১৫২, ২৫৭৩, ২৬৩৪, ২৯১২, ৩৩২২, ৩৩১৫, ৪৩৪৩, ৪৯৩৩, ৪৯৯৭, ৪৯০৩, ৫৩৩১, ৫৫৩৩, ৫৩৬৩, ৫৩৩৪, ৫৭৩৩, ৫৩৩৯, ৫৯৮১, ৫৯২১, ৬৩১১, ৬৩৩৯, ৬৩৩৮, ৬৩৪৩, ৩৩৯৪, ৩৩৭৮, ৭৩৩৯, ৭৩৩৬, ৭৪৫৩, ৭৪৩০, ৭৪৪৬, ৭৫৮৪, ৭৬০৩। ছাত্র (বিজ্ঞান)ঃ ৩৩৮, ৫১৪, ৩৮২, ৩৪২, ৩৩৯, ৩৩৩, ৭৩৯, ৩২২, ৯৯৮, ১০১১, ১০৭৪, ১০৪১, ১০৭৪, ১১১৫, ১১১৮, ১২৩৩, ১৪৩৩, ১৩৪২, ১৩২২, ১৭৭৬, ১৮৭১, ২১৭৯, ২৩৯৩, ২৬৬১, ২৭৭৬, ২৭৭৯, ২৮৭৩, ২৮২৬, ২৮৫৭, ৩৩৩৩, ৩৩৪১, ৩৩৩৩, ৩২৩৩, ৩৩৩৭, ৪৩৩৮, ৪১৩৩, ৪১৩৯, ৪৪১২, ৪৪২৪, ৪৪৮২, ৪৭৩৪, ৪৭৩৩, ৫২৩৩, ৪৭৭১, ৪৯৯৭, ৫৪৩৩, ৫৩৩২, ৫৫৫৭, ৫৬৯৩, ৫৬৯৭, ৫৮৩১, ৬৩৩৩, ৬৪৬৭, ৭৩৩৩, ৭৩৩৭, ৭৫৩৩, ৭৬৭৬, ৭৭৩৩, ৭৭৯৩, ৭৮৮৩, ৭৯১৩, ৭৯৯৭, ৮৪৮২, ৮৫৩৪, ৮৭৯৬, ৪২৩৩, ৮৮৫৬, ৮৯২০। ছাত্র (মানবিক ও বাণিজ্য)ঃ ১৭৩, ৩৩৩, ৪৭৪, ৭৭৭, ৩৩৯, ৯৩৭, ১৩৬৩, ১২১১, ১৭৭১, ১৫৯১, ১৫৭৭, ২৩৩৩, ২৪২৯, ২৪৩৩, ২৭৫৩, ২৬৪৪, ২৬৯৩, ২৭৬৩, ২৭৯০, ২৮৬১, ২৮৩৫, ৩৩৩৩, ৩৩৬৩, ৩৯৯৫, ৩১৩৩, ৩৩৩৩, ৩৩৫৩, ৩৪৩৭, ৩৫৪২, ৩৫৫৩, ৩৩৩৩, ৩৯৩৪, ৩৭৭৮, ৪১২৩, ৪১৪৪, ৪২৩৩, ৪৩৩৩, ৪৪৪৪, ৪৫২৭, ৪৫২১, ৪৭৮৪, ৪৭৩৩, ৪৯১৫, ৪৯১৩, ৪৯৪৮, ৫২৩১, ৫৩৩৩, ৫৫৩৩, ৫৮৫৩, ৫৭৪৩, ৫৫৫২, ৫৫৫৩, ৬৩৩৩, ৬৭৮৪, ৬৩৩৩, ৬৩৩৩, ৬৩৩৩, ৬৩৩৩। [827,331,1619,575]
department-section [827,327,1619,623]
viva-schedule: মৌখিক পরীক্ষা ঃ ২৫-৬-৯৭ ঃ ছাত্রীঃ ৯৯৪ থেকে ১০২৫ (৬০ জন), ছাত্র ঃ ৪২২৪ থেকে ২৫৫৮ (৮০ জন)। ২৬-৬-৯৭ ঃ ছাত্রীঃ ২৫২২ থেকে ৫০০৪ (৬০ জন), ছাত্রঃ ২৬৬০৩ থেকে ৯০১ (৬৫ জন)। ২৭-৬-৯৭ ঃ ছাত্রীঃ ৪১৩০ থেকে ১৭৯১ (১৮ জন), ছাত্রঃ ৪১৮ থেকে ৭৫৫ (৩০ জন)। [23,1082,815,1141]
department-section [23,910,815,1144]
department-section [827,640,1619,810]
unit-heading: গ-ইউনিট ঃ [23,886,102,903]
department-section [827,826,1619,1018]
roll-number-list: ছাত্রীঃ ৩২৩২, ৫৯৪, ৫৫২৫, ৬৩৫৪, ৪২৭১, ৭৬৯, ৫৫২৪, ৪২০, ৫৯৪৭, ১০১৮৮, ২৬১৮, ৭৮০, ১৫৫৮, ১৮০৭, ১০৫৭০, ৪৪৩০, ১০৫৯৮, ২০৯৮, ৬০৫, ৩৫২৩, ৫২৫৪, ৪১৮৩, ৮৩৬৭, ১১০০, ২৫৬৩, ২৯২৬, ৩০৩৩, ৬৩২২, ২৫৬২, ২৯২২, ১৪৩১, ৪১৭৮, ১১০৭, ৪৮৭৯, ৯৩৭৩, ১০৪১৯, ৩০, ৬৭৫০, ১১৯৭, ২৯৮২, ৫৩৫৮, ৯১৭৬, ১১১৪, ৬৯৪৪, ৪৬৫৯, ৪৫১০, ১০৩৭২, ৮৫০৪, ১০১৪, ৪৪৯৩, ১০৫২৮, ১৮০৯, ১৮০৫, ৩৫০০, ৭৯২১, ৫৯৪৪, ৩১১৯, ৫৫২৬, ৪৪৪০, ১০৬৮৭, ১৮, ১২৪, ২২৪০, ৯৬৮, ১৫৩৩, ৮০৪০, ৬৯৪৪, ৯৬০৮, ১০৬৮৩, ৭৮৩, ৪৮৬৫, ৪৪২, ৬৩৩৮, ৮৩৩৬, ৭৪৫, ১২১১, ১০৭০৩, ৩৬৫৪, ৪৮৫৫, ২৭১৫, ৪০০৯, ৪৭৭, ৬৪৫১, ৯৫৬১, ৩৩৮০, ৩৫৯১, ২৭৯৮, ৬৩০০, ৯৪৪৫, ৩৬১৭, ৪৪, ৩২৪০, ১০৯৩৩, ৩৭৬৬, ২১১২, ৬১৩৩, ১০২৭১, ৯২০৩, ৪৩৪২, ৬৫০০, ৭৬৫৩, ৭৭৭, ৮৫৭৩, ৮০৭০, ১০৩৫৪, ১০০৩৫, ৪৪১৭, ৩৮৯৯, ১০৫৮৮, ৩৩১৩, ২৩৫৫, ৩৯৩৫, ৪৪৫০, ২৮০০, ৬৯৬৫, ৪২৭২, ৭৫৪৪, ৩৬৫০, ৩৮৭৭, ১০৯৩০, ৮৮৪৮, ১৭২৫, ১০০৮২, ১৪৪০, ৭৬২, ৩৮৩৬, ৮৩৩৩, ৪৪৩১, ৩৭৩৮, ২৪৪৮, ৮৩৯০, ১৮০১, ৮১৯৪, ১৪৮২, ৩৩৩৫, ৪৪৫১, ৮৩৯৯, ৩৩৫১, ৪৩১০, ৭৩৩৬, ১৪, ৫২৩৩, ২৯৪৪, ৪১২০, ২৪৯৫, ৪৪৭৯, ৭২০৯, ৭৩৩৯, ৪৭৪৮, ৩৩৭৬, ৮১৯২, ২৭৫০, ২৯২৫, ১০৪১, ২৮৫৫, ১৩৩৫, ৬৩৪১, ৪৪৯২, ১৩৫৩০, ৮৭৯১, ৯২১৩, ১৭১৫, ২৯৯৫, ৩৩৩৪, ২২৪৬, ১০০৫৫, ৯৪৫৫, ১৯২০, ১০৭৩০, ৬৩১৮, ১০৪৪০, ৭৩৩২, ১৪৮৩, ২৯০২, ৫৯৬৯, ৪৯২, ২৩৪৫, ৫৯৩৯, ১০৩৬৬, ১১৪২, ২২২, ৩৩০২, ৪৯৩০, ১৭৫২, ৩৩৩৩, ১৪৩৭, ৭০৮৭, ২৭২১, ২২৩৬, ৩০৩১, ১০৭৩৮, ৯০৭১, ৩৩৩৭, ৩৩১৯, ১০০০৪, ১২৯৫, ১৩৪১০, ৩১৬৮, ৩৩০২, ৬৯২৭, ১৯৮৯, ৮৬৫৩, ৭৬৭২, ১০৫৯৯, ১০৩৩৭, ১৯৪৪, ৪৪৩০, ৪৫২২, ১০৪০৬, ৩১১৩, ২৫২৪, ৯২০৬, ২৯৬৮, ৭৫১১, ১৭৪১, ৩০০৬, ২৪৩৬। [23,159,815,384]
department-heading: বাংলা ঃ [827,829,877,844]
viva-schedule: মৌখিক পরীক্ষা ঃ ২৬-৬-৯৭ ঃ ছাত্রীঃ৫৫২২ থেকে ৩৮৯২ (৪০ জন), ছাত্র ঃ ৯৩৬৯ থেকে ৩৩৯৪ (৬০ জন)। ২৬-৬-৯৭ ঃ ছাত্রীঃ ৭০৪৯ থেকে ৭২৪০ (৪০ জন), ছাত্রঃ৭৮৬৫ থেকে ৫৫৫৫ (৬০ জন)। ২৭-৬-৯৭ ঃ ছাত্রীঃ ৭৪৫ থেকে ৪২৭৯ (২০ জন), ছাত্রঃ ১৭৬২ থেকে ১০৭১ (৩০ জন)। [23,577,815,636]
viva-schedule: মৌখিক পরীক্ষাঃ ২৫-৬-৯৭ ঃ ছাত্রীঃ ৭৩২ থেকে ৪৮৩২ (৩০ জন), ছাত্র ঃ ৩৯৮ থেকে ৩৩৮২ (৫০ জন)। ২৬-৬-৯৭ ঃ ছাত্রীঃ ৫০২৮ থেকে ৩৩১৫ (৩০ জন), ছাত্রঃ ৩৩৮৮ থেকে ৪৪৪৪ (৫০ জন)। ২৭-৬-৯৭ ঃ ছাত্রীঃ ৪৬৩৫ থেকে ৭৮৭৩ (১৯ জন), ছাত্রঃ ৫২৫১ থেকে ৭৯০১ (২৬ জন)। [827,583,1619,619]
top-rule-thin [0,31,1640,32]
page-number-label: 8 The Daily Star [5,5,128,22]
signatory-name: মুহাম্মদ আবদুল গফুর [1469,1719,1619,1741]
department-section [827,1435,1619,1585]
viva-schedule: মৌখিক পরীক্ষা ঃ ২৫-৬-৯৭ ঃ ছাত্রীঃ ৩২৩২ থেকে ২৫৬০ (২৫ জন), ছাত্র ঃ ১০৬৮ থেকে ৮৮৪৮ (৫৫ জন) ২৬-৬-৯৭ ঃ ছাত্রীঃ ২৯২৬ থেকে ১০৫২৮ (২৫জন), ছাত্রঃ ১৭২৫ থেকে ৭০৮৭ (৬৫ জন)। ২৭-৬-৯৭ ঃ ছাত্রীঃ ১৮০৯ থেকে ৬৯৪৫ (১৫ জন), ছাত্রঃ ২৭৫১ থেকে ২৪৩৬ (৩১ জন)। [23,369,815,427]
department-heading: ইংরেজি ঃ [23,914,81,928]
